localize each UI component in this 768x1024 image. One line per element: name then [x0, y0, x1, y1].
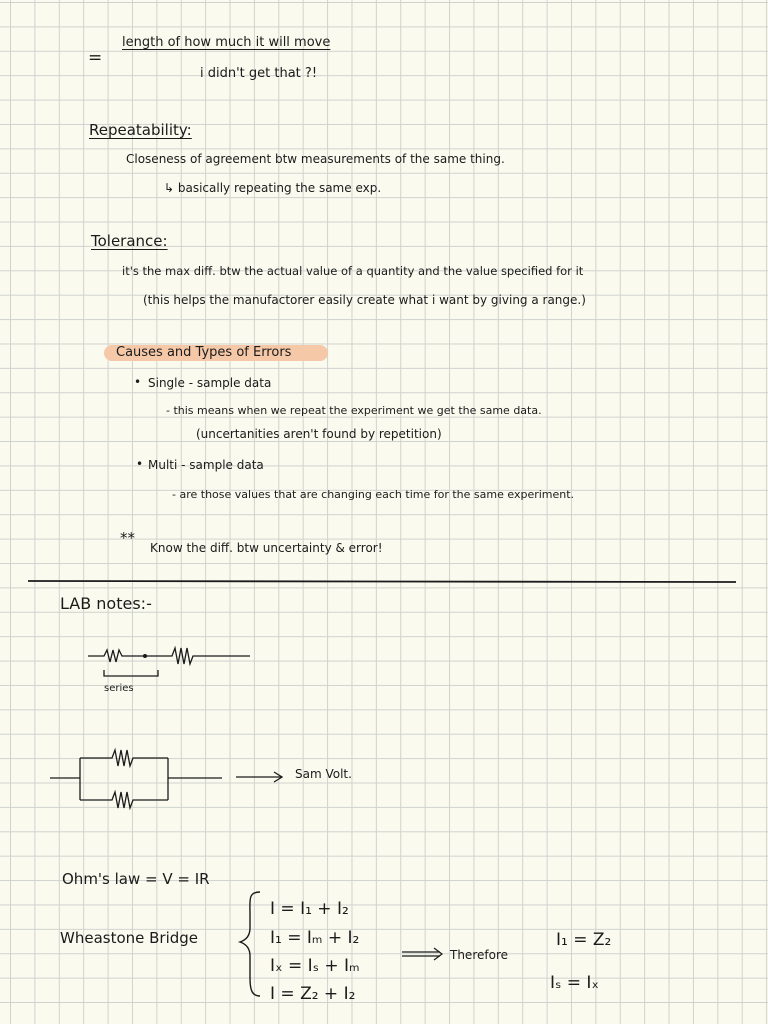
bullet-multi: • [136, 457, 144, 471]
therefore-label: Therefore [450, 948, 508, 962]
equation-2: I₁ = Iₘ + I₂ [270, 928, 360, 948]
equation-4: I = Z₂ + I₂ [270, 984, 356, 1004]
section-divider [28, 581, 736, 582]
equations-brace [240, 892, 260, 996]
lab-notes-heading: LAB notes:- [60, 594, 152, 613]
tolerance-definition: it's the max diff. btw the actual value of a quantity and the value specified for it [122, 264, 584, 278]
equals-sign: = [88, 48, 103, 68]
therefore-arrow [402, 948, 442, 960]
single-sample-note-2: (uncertanities aren't found by repetition) [196, 427, 442, 441]
bullet-single: • [134, 375, 142, 389]
result-2: Iₛ = Iₓ [550, 973, 599, 993]
repeatability-heading: Repeatability: [89, 121, 192, 139]
parallel-resistor-diagram [50, 750, 282, 808]
header-line-1: length of how much it will move [122, 35, 331, 50]
series-label: series [104, 683, 134, 694]
tolerance-heading: Tolerance: [91, 232, 168, 250]
single-sample-note-1: - this means when we repeat the experiment we get the same data. [166, 404, 542, 417]
errors-heading: Causes and Types of Errors [116, 345, 292, 360]
multi-sample-label: Multi - sample data [148, 458, 264, 472]
single-sample-label: Single - sample data [148, 376, 272, 390]
reminder-note: Know the diff. btw uncertainty & error! [150, 541, 383, 555]
series-resistor-diagram [88, 648, 250, 676]
ohms-law: Ohm's law = V = IR [62, 870, 210, 888]
header-line-2: i didn't get that ?! [200, 66, 318, 81]
equation-1: I = I₁ + I₂ [270, 899, 349, 919]
wheatstone-label: Wheastone Bridge [60, 929, 199, 947]
multi-sample-note: - are those values that are changing each time for the same experiment. [172, 488, 575, 501]
repeatability-definition: Closeness of agreement btw measurements of the same thing. [126, 152, 505, 166]
result-1: I₁ = Z₂ [556, 930, 612, 950]
tolerance-note: (this helps the manufactorer easily create what i want by giving a range.) [143, 293, 586, 307]
parallel-label: Sam Volt. [295, 767, 352, 781]
equation-3: Iₓ = Iₛ + Iₘ [270, 956, 360, 976]
repeatability-note: ↳ basically repeating the same exp. [164, 181, 382, 195]
reminder-stars: ** [120, 529, 135, 547]
